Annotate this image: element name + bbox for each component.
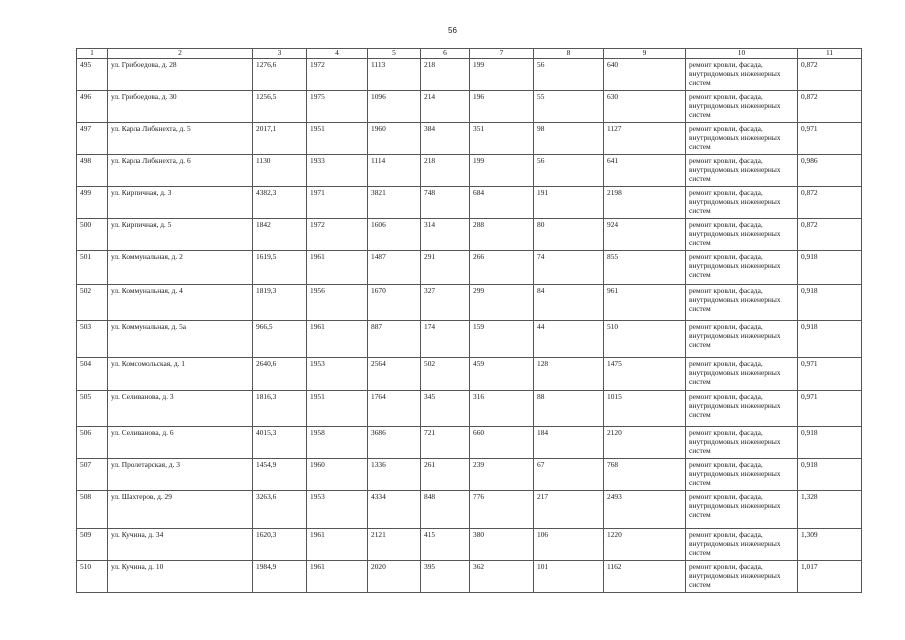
cost-cell: 261 <box>421 459 470 491</box>
cost-cell: 218 <box>421 59 470 91</box>
table-row <box>77 561 862 593</box>
ratio-cell: 0,971 <box>798 358 862 391</box>
table-row <box>77 321 862 358</box>
cost-cell: 106 <box>534 529 604 561</box>
year-cell: 1953 <box>307 491 368 529</box>
year-cell: 1961 <box>307 529 368 561</box>
year-cell: 1953 <box>307 358 368 391</box>
area-cell: 1130 <box>253 155 307 187</box>
address-cell: ул. Пролетарская, д. 3 <box>108 459 253 491</box>
cost-cell: 98 <box>534 123 604 155</box>
address-cell: ул. Кучина, д. 10 <box>108 561 253 593</box>
cost-cell: 510 <box>604 321 686 358</box>
cost-cell: 80 <box>534 219 604 251</box>
cost-cell: 299 <box>470 285 534 321</box>
cost-cell: 74 <box>534 251 604 285</box>
cost-cell: 1960 <box>368 123 421 155</box>
cost-cell: 924 <box>604 219 686 251</box>
cost-cell: 199 <box>470 59 534 91</box>
cost-cell: 748 <box>421 187 470 219</box>
cost-cell: 44 <box>534 321 604 358</box>
address-cell: ул. Карла Либкнехта, д. 5 <box>108 123 253 155</box>
cost-cell: 1606 <box>368 219 421 251</box>
cost-cell: 217 <box>534 491 604 529</box>
ratio-cell: 0,872 <box>798 219 862 251</box>
work-type-cell: ремонт кровли, фасада, внутридомовых инженерных систем <box>686 155 798 187</box>
ratio-cell: 0,872 <box>798 187 862 219</box>
cost-cell: 3686 <box>368 427 421 459</box>
ratio-cell: 0,918 <box>798 459 862 491</box>
cost-cell: 362 <box>470 561 534 593</box>
ratio-cell: 1,328 <box>798 491 862 529</box>
table-row <box>77 491 862 529</box>
row-number-cell: 506 <box>77 427 108 459</box>
column-header: 3 <box>253 49 307 59</box>
cost-cell: 2020 <box>368 561 421 593</box>
cost-cell: 199 <box>470 155 534 187</box>
cost-cell: 641 <box>604 155 686 187</box>
cost-cell: 1113 <box>368 59 421 91</box>
address-cell: ул. Грибоедова, д. 30 <box>108 91 253 123</box>
cost-cell: 395 <box>421 561 470 593</box>
cost-cell: 56 <box>534 59 604 91</box>
cost-cell: 2564 <box>368 358 421 391</box>
ratio-cell: 0,918 <box>798 251 862 285</box>
column-header: 4 <box>307 49 368 59</box>
row-number-cell: 501 <box>77 251 108 285</box>
year-cell: 1960 <box>307 459 368 491</box>
work-type-cell: ремонт кровли, фасада, внутридомовых инженерных систем <box>686 358 798 391</box>
ratio-cell: 0,986 <box>798 155 862 187</box>
work-type-cell: ремонт кровли, фасада, внутридомовых инженерных систем <box>686 187 798 219</box>
cost-cell: 88 <box>534 391 604 427</box>
table-row <box>77 91 862 123</box>
cost-cell: 1475 <box>604 358 686 391</box>
cost-cell: 55 <box>534 91 604 123</box>
year-cell: 1961 <box>307 251 368 285</box>
cost-cell: 314 <box>421 219 470 251</box>
year-cell: 1971 <box>307 187 368 219</box>
column-header: 2 <box>108 49 253 59</box>
year-cell: 1972 <box>307 59 368 91</box>
year-cell: 1975 <box>307 91 368 123</box>
row-number-cell: 497 <box>77 123 108 155</box>
cost-cell: 776 <box>470 491 534 529</box>
address-cell: ул. Коммунальная, д. 4 <box>108 285 253 321</box>
table-row <box>77 427 862 459</box>
cost-cell: 4334 <box>368 491 421 529</box>
work-type-cell: ремонт кровли, фасада, внутридомовых инженерных систем <box>686 91 798 123</box>
row-number-cell: 502 <box>77 285 108 321</box>
cost-cell: 2198 <box>604 187 686 219</box>
row-number-cell: 508 <box>77 491 108 529</box>
cost-cell: 961 <box>604 285 686 321</box>
cost-cell: 239 <box>470 459 534 491</box>
table-row <box>77 251 862 285</box>
cost-cell: 684 <box>470 187 534 219</box>
column-header: 7 <box>470 49 534 59</box>
row-number-cell: 509 <box>77 529 108 561</box>
row-number-cell: 499 <box>77 187 108 219</box>
cost-cell: 345 <box>421 391 470 427</box>
ratio-cell: 0,918 <box>798 321 862 358</box>
area-cell: 1816,3 <box>253 391 307 427</box>
ratio-cell: 1,309 <box>798 529 862 561</box>
address-cell: ул. Шахтеров, д. 29 <box>108 491 253 529</box>
year-cell: 1958 <box>307 427 368 459</box>
cost-cell: 384 <box>421 123 470 155</box>
area-cell: 1984,9 <box>253 561 307 593</box>
area-cell: 2017,1 <box>253 123 307 155</box>
cost-cell: 660 <box>470 427 534 459</box>
cost-cell: 218 <box>421 155 470 187</box>
table-row <box>77 459 862 491</box>
table-row <box>77 187 862 219</box>
page-number: 56 <box>448 26 457 35</box>
address-cell: ул. Коммунальная, д. 5а <box>108 321 253 358</box>
row-number-cell: 500 <box>77 219 108 251</box>
row-number-cell: 504 <box>77 358 108 391</box>
cost-cell: 630 <box>604 91 686 123</box>
area-cell: 1276,6 <box>253 59 307 91</box>
cost-cell: 1127 <box>604 123 686 155</box>
address-cell: ул. Кучина, д. 34 <box>108 529 253 561</box>
cost-cell: 3821 <box>368 187 421 219</box>
table-row <box>77 285 862 321</box>
column-header: 11 <box>798 49 862 59</box>
ratio-cell: 0,872 <box>798 91 862 123</box>
year-cell: 1956 <box>307 285 368 321</box>
table-row <box>77 59 862 91</box>
year-cell: 1972 <box>307 219 368 251</box>
area-cell: 1454,9 <box>253 459 307 491</box>
address-cell: ул. Кирпичная, д. 3 <box>108 187 253 219</box>
work-type-cell: ремонт кровли, фасада, внутридомовых инженерных систем <box>686 491 798 529</box>
row-number-cell: 496 <box>77 91 108 123</box>
ratio-cell: 0,918 <box>798 427 862 459</box>
cost-cell: 84 <box>534 285 604 321</box>
cost-cell: 502 <box>421 358 470 391</box>
table-row <box>77 123 862 155</box>
row-number-cell: 495 <box>77 59 108 91</box>
cost-cell: 887 <box>368 321 421 358</box>
area-cell: 1819,3 <box>253 285 307 321</box>
table-row <box>77 155 862 187</box>
cost-cell: 640 <box>604 59 686 91</box>
work-type-cell: ремонт кровли, фасада, внутридомовых инженерных систем <box>686 561 798 593</box>
ratio-cell: 0,918 <box>798 285 862 321</box>
row-number-cell: 510 <box>77 561 108 593</box>
cost-cell: 848 <box>421 491 470 529</box>
table-row <box>77 358 862 391</box>
cost-cell: 721 <box>421 427 470 459</box>
cost-cell: 1220 <box>604 529 686 561</box>
cost-cell: 191 <box>534 187 604 219</box>
address-cell: ул. Селиванова, д. 6 <box>108 427 253 459</box>
address-cell: ул. Коммунальная, д. 2 <box>108 251 253 285</box>
cost-cell: 1096 <box>368 91 421 123</box>
cost-cell: 196 <box>470 91 534 123</box>
year-cell: 1933 <box>307 155 368 187</box>
row-number-cell: 503 <box>77 321 108 358</box>
cost-cell: 174 <box>421 321 470 358</box>
ratio-cell: 0,872 <box>798 59 862 91</box>
housing-repair-table <box>76 48 862 593</box>
area-cell: 2640,6 <box>253 358 307 391</box>
area-cell: 1619,5 <box>253 251 307 285</box>
work-type-cell: ремонт кровли, фасада, внутридомовых инженерных систем <box>686 285 798 321</box>
area-cell: 4015,3 <box>253 427 307 459</box>
row-number-cell: 505 <box>77 391 108 427</box>
address-cell: ул. Кирпичная, д. 5 <box>108 219 253 251</box>
cost-cell: 2120 <box>604 427 686 459</box>
address-cell: ул. Грибоедова, д. 28 <box>108 59 253 91</box>
cost-cell: 768 <box>604 459 686 491</box>
cost-cell: 128 <box>534 358 604 391</box>
cost-cell: 380 <box>470 529 534 561</box>
cost-cell: 1114 <box>368 155 421 187</box>
cost-cell: 2493 <box>604 491 686 529</box>
address-cell: ул. Селиванова, д. 3 <box>108 391 253 427</box>
row-number-cell: 498 <box>77 155 108 187</box>
year-cell: 1961 <box>307 321 368 358</box>
ratio-cell: 1,017 <box>798 561 862 593</box>
table-row <box>77 529 862 561</box>
cost-cell: 56 <box>534 155 604 187</box>
work-type-cell: ремонт кровли, фасада, внутридомовых инженерных систем <box>686 391 798 427</box>
area-cell: 1256,5 <box>253 91 307 123</box>
work-type-cell: ремонт кровли, фасада, внутридомовых инженерных систем <box>686 251 798 285</box>
cost-cell: 459 <box>470 358 534 391</box>
work-type-cell: ремонт кровли, фасада, внутридомовых инженерных систем <box>686 427 798 459</box>
area-cell: 966,5 <box>253 321 307 358</box>
ratio-cell: 0,971 <box>798 123 862 155</box>
cost-cell: 1336 <box>368 459 421 491</box>
cost-cell: 351 <box>470 123 534 155</box>
column-header: 5 <box>368 49 421 59</box>
cost-cell: 855 <box>604 251 686 285</box>
area-cell: 1620,3 <box>253 529 307 561</box>
cost-cell: 266 <box>470 251 534 285</box>
work-type-cell: ремонт кровли, фасада, внутридомовых инженерных систем <box>686 321 798 358</box>
ratio-cell: 0,971 <box>798 391 862 427</box>
work-type-cell: ремонт кровли, фасада, внутридомовых инженерных систем <box>686 123 798 155</box>
area-cell: 3263,6 <box>253 491 307 529</box>
area-cell: 1842 <box>253 219 307 251</box>
year-cell: 1951 <box>307 391 368 427</box>
row-number-cell: 507 <box>77 459 108 491</box>
work-type-cell: ремонт кровли, фасада, внутридомовых инженерных систем <box>686 59 798 91</box>
work-type-cell: ремонт кровли, фасада, внутридомовых инженерных систем <box>686 529 798 561</box>
work-type-cell: ремонт кровли, фасада, внутридомовых инженерных систем <box>686 219 798 251</box>
cost-cell: 184 <box>534 427 604 459</box>
cost-cell: 1162 <box>604 561 686 593</box>
cost-cell: 291 <box>421 251 470 285</box>
cost-cell: 101 <box>534 561 604 593</box>
column-header: 8 <box>534 49 604 59</box>
cost-cell: 327 <box>421 285 470 321</box>
column-header: 6 <box>421 49 470 59</box>
cost-cell: 415 <box>421 529 470 561</box>
year-cell: 1961 <box>307 561 368 593</box>
column-number-row <box>77 49 862 59</box>
cost-cell: 1670 <box>368 285 421 321</box>
cost-cell: 316 <box>470 391 534 427</box>
column-header: 9 <box>604 49 686 59</box>
column-header: 1 <box>77 49 108 59</box>
cost-cell: 1487 <box>368 251 421 285</box>
address-cell: ул. Карла Либкнехта, д. 6 <box>108 155 253 187</box>
table-row <box>77 219 862 251</box>
area-cell: 4382,3 <box>253 187 307 219</box>
address-cell: ул. Комсомольская, д. 1 <box>108 358 253 391</box>
cost-cell: 159 <box>470 321 534 358</box>
year-cell: 1951 <box>307 123 368 155</box>
cost-cell: 67 <box>534 459 604 491</box>
cost-cell: 214 <box>421 91 470 123</box>
cost-cell: 288 <box>470 219 534 251</box>
column-header: 10 <box>686 49 798 59</box>
cost-cell: 1015 <box>604 391 686 427</box>
cost-cell: 2121 <box>368 529 421 561</box>
table-row <box>77 391 862 427</box>
cost-cell: 1764 <box>368 391 421 427</box>
work-type-cell: ремонт кровли, фасада, внутридомовых инженерных систем <box>686 459 798 491</box>
